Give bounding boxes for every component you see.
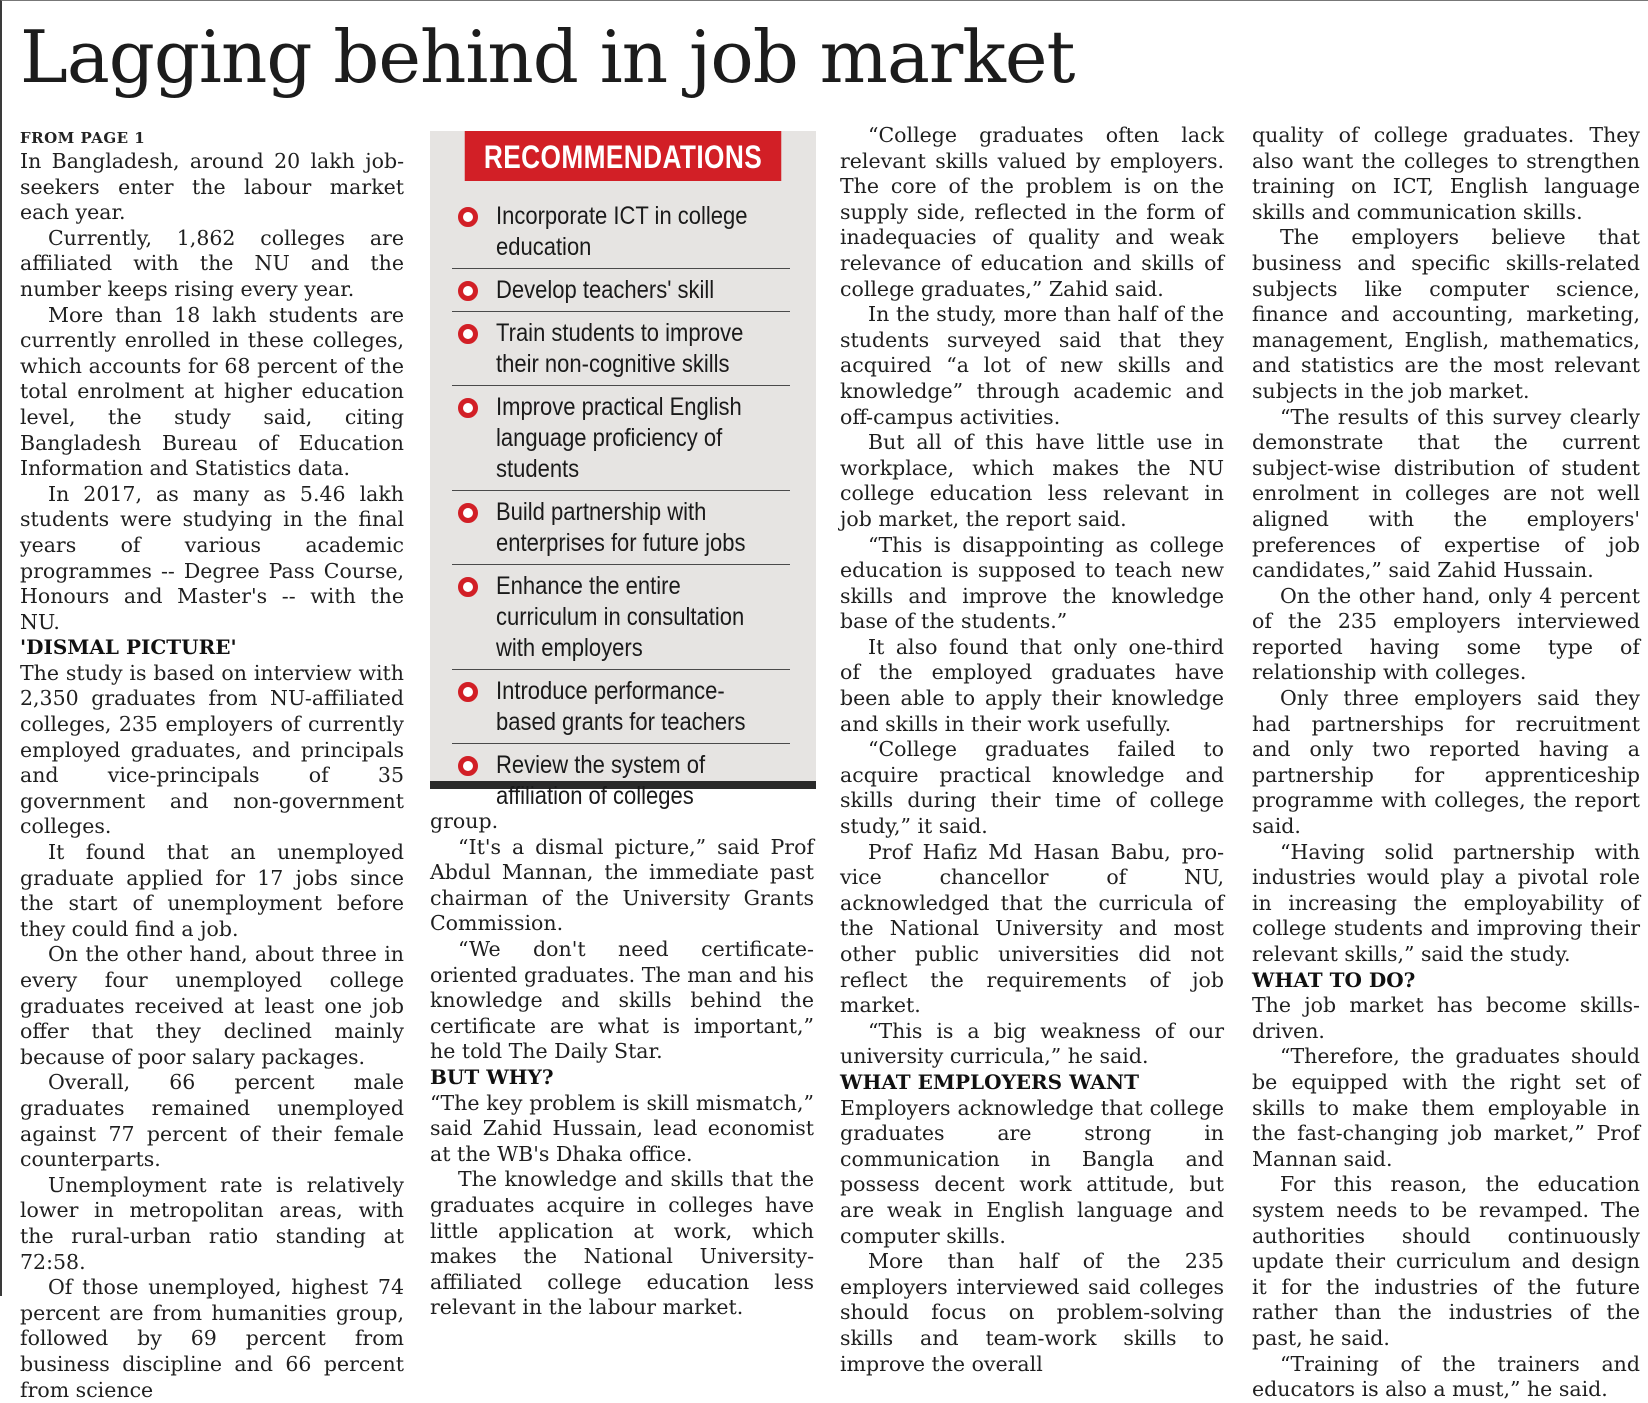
- recommendation-text: Build partnership with enterprises for future jobs: [496, 498, 746, 557]
- paragraph: For this reason, the education system needs to be revamped. The authorities should continuously update their curriculum and design it for the industries of the future rather than the industries of the past, he said.: [1252, 1172, 1640, 1350]
- paragraph: group.: [430, 809, 499, 833]
- recommendation-text: Enhance the entire curriculum in consultation with employers: [496, 572, 745, 662]
- recommendation-text: Develop teachers' skill: [496, 276, 715, 304]
- headline: Lagging behind in job market: [20, 15, 1075, 99]
- recommendation-text: Review the system of affiliation of colleges: [496, 751, 706, 810]
- paragraph: “Therefore, the graduates should be equipped with the right set of skills to make them employable in the fast-changing job market,” Prof Mannan said.: [1252, 1044, 1640, 1171]
- circle-bullet-icon: [458, 503, 478, 523]
- subhead-what-to-do: WHAT TO DO?: [1252, 967, 1416, 992]
- recommendations-title: RECOMMENDATIONS: [465, 131, 782, 181]
- paragraph: On the other hand, only 4 percent of the 235 employers interviewed reported having some type of relationship with colleges.: [1252, 583, 1640, 685]
- article-column-2: [430, 809, 814, 1321]
- paragraph: The knowledge and skills that the graduates acquire in colleges have little application at work, which makes the National University-affiliated college education less relevant in the labour market.: [430, 1167, 814, 1320]
- paragraph: But all of this have little use in workplace, which makes the NU college education less relevant in job market, the report said.: [840, 430, 1224, 531]
- recommendation-item: [452, 670, 790, 744]
- circle-bullet-icon: [458, 398, 478, 418]
- circle-bullet-icon: [458, 577, 478, 597]
- paragraph: On the other hand, about three in every four unemployed college graduates received at least one job offer that they declined mainly because of poor salary packages.: [20, 942, 404, 1069]
- paragraph: quality of college graduates. They also want the colleges to strengthen training on ICT, English language skills and communication skills.: [1252, 123, 1640, 224]
- circle-bullet-icon: [458, 281, 478, 301]
- paragraph: It found that an unemployed graduate applied for 17 jobs since the start of unemployment before they could find a job.: [20, 840, 404, 941]
- recommendations-box: [430, 131, 816, 810]
- paragraph: Of those unemployed, highest 74 percent are from humanities group, followed by 69 percent from business discipline and 66 percent from science: [20, 1275, 404, 1402]
- recommendation-item: [452, 269, 790, 312]
- paragraph: “Training of the trainers and educators is also a must,” he said.: [1252, 1351, 1640, 1402]
- paragraph: “We don't need certificate-oriented graduates. The man and his knowledge and skills behind the certificate are what is important,” he told The Daily Star.: [430, 936, 814, 1064]
- paragraph: In 2017, as many as 5.46 lakh students were studying in the final years of various academic programmes -- Degree Pass Course, Honours and Master's -- with the NU.: [20, 481, 404, 634]
- article-column-3: [840, 123, 1224, 1377]
- paragraph: The job market has become skills-driven.: [1252, 993, 1640, 1043]
- paragraph: “Having solid partnership with industries would play a pivotal role in increasing the employability of college students and improving their relevant skills,” said the study.: [1252, 839, 1640, 966]
- paragraph: It also found that only one-third of the employed graduates have been able to apply their knowledge and skills in their work usefully.: [840, 634, 1224, 736]
- article-column-4: [1252, 123, 1640, 1403]
- circle-bullet-icon: [458, 324, 478, 344]
- circle-bullet-icon: [458, 682, 478, 702]
- paragraph: In the study, more than half of the students surveyed said that they acquired “a lot of new skills and knowledge” through academic and off-campus activities.: [840, 302, 1224, 429]
- recommendation-text: Incorporate ICT in college education: [496, 202, 748, 261]
- paragraph: “The key problem is skill mismatch,” said Zahid Hussain, lead economist at the WB's Dhaka office.: [430, 1090, 814, 1166]
- paragraph: Overall, 66 percent male graduates remained unemployed against 77 percent of their female counterparts.: [20, 1070, 404, 1172]
- paragraph: The study is based on interview with 2,350 graduates from NU-affiliated colleges, 235 employers of currently employed graduates, and principals and vice-principals of 35 government and non-government colleges.: [20, 660, 404, 839]
- recommendation-text: Improve practical English language proficiency of students: [496, 393, 742, 483]
- paragraph: Employers acknowledge that college graduates are strong in communication in Bangla and possess decent work attitude, but are weak in English language and computer skills.: [840, 1095, 1224, 1248]
- paragraph: Prof Hafiz Md Hasan Babu, pro-vice chancellor of NU, acknowledged that the curricula of the National University and most other public universities did not reflect the requirements of job market.: [840, 839, 1224, 1018]
- recommendation-item: [452, 386, 790, 491]
- paragraph: “It's a dismal picture,” said Prof Abdul Mannan, the immediate past chairman of the University Grants Commission.: [430, 834, 814, 936]
- recommendation-item: [452, 744, 790, 817]
- subhead-dismal-picture: 'DISMAL PICTURE': [20, 635, 237, 660]
- paragraph: “College graduates failed to acquire practical knowledge and skills during their time of college study,” it said.: [840, 737, 1224, 839]
- recommendation-item: [452, 491, 790, 565]
- from-page-label: FROM PAGE 1: [20, 129, 146, 147]
- paragraph: “This is a big weakness of our university curricula,” he said.: [840, 1018, 1224, 1069]
- article-column-1: [20, 123, 404, 1403]
- paragraph: Unemployment rate is relatively lower in metropolitan areas, with the rural-urban ratio standing at 72:58.: [20, 1172, 404, 1274]
- paragraph: “This is disappointing as college education is supposed to teach new skills and improve the knowledge base of the students.”: [840, 532, 1224, 634]
- paragraph: “The results of this survey clearly demonstrate that the current subject-wise distribution of student enrolment in colleges are not well aligned with the employers' preferences of expertise of job candidates,” said Zahid Hussain.: [1252, 404, 1640, 583]
- paragraph: Only three employers said they had partnerships for recruitment and only two reported having a partnership for apprenticeship programme with colleges, the report said.: [1252, 686, 1640, 839]
- paragraph: More than half of the 235 employers interviewed said colleges should focus on problem-solving skills and team-work skills to improve the overall: [840, 1249, 1224, 1376]
- recommendation-text: Introduce performance-based grants for teachers: [496, 677, 746, 736]
- circle-bullet-icon: [458, 756, 478, 776]
- circle-bullet-icon: [458, 207, 478, 227]
- paragraph: The employers believe that business and specific skills-related subjects like computer science, finance and accounting, marketing, management, English, mathematics, and statistics are the most relevant subjects in the job market.: [1252, 225, 1640, 403]
- paragraph: “College graduates often lack relevant skills valued by employers. The core of the problem is on the supply side, reflected in the form of inadequacies of quality and weak relevance of education and skills of college graduates,” Zahid said.: [840, 123, 1224, 301]
- paragraph: Currently, 1,862 colleges are affiliated with the NU and the number keeps rising every year.: [20, 225, 404, 301]
- paragraph: In Bangladesh, around 20 lakh job-seekers enter the labour market each year.: [20, 149, 404, 225]
- recommendation-text: Train students to improve their non-cognitive skills: [496, 319, 744, 378]
- recommendation-item: [452, 195, 790, 269]
- subhead-what-employers-want: WHAT EMPLOYERS WANT: [840, 1069, 1139, 1094]
- recommendations-list: [430, 195, 816, 817]
- recommendation-item: [452, 312, 790, 386]
- paragraph: More than 18 lakh students are currently enrolled in these colleges, which accounts for 68 percent of the total enrolment at higher education level, the study said, citing Bangladesh Bureau of Education Information and Statistics data.: [20, 302, 404, 481]
- subhead-but-why: BUT WHY?: [430, 1064, 554, 1089]
- recommendation-item: [452, 565, 790, 670]
